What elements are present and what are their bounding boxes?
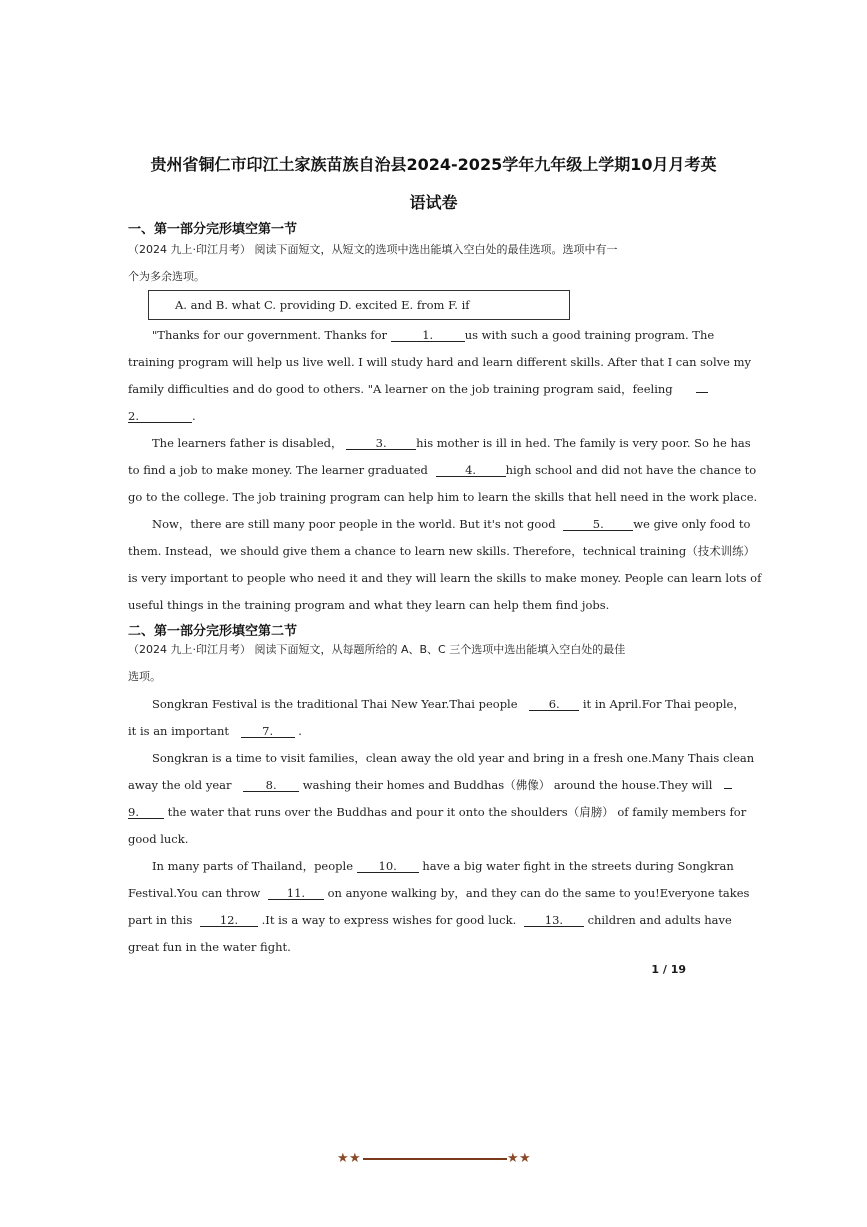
text: high school and did not have the chance to	[505, 463, 757, 477]
p3-line2: them. Instead，we should give them a chance to learn new skills. Therefore，technical training（技术训练）	[128, 544, 756, 558]
p3-line3: is very important to people who need it and they will learn the skills to make money. People can learn lots of	[128, 571, 762, 585]
p1-line1	[152, 328, 715, 342]
blank-3[interactable]: 3.	[346, 437, 416, 450]
footer-rule	[363, 1158, 507, 1160]
p2-line2	[128, 463, 757, 477]
p5-line2	[128, 778, 713, 792]
p5-line3	[128, 805, 747, 819]
text: The learners father is disabled，	[152, 436, 343, 450]
text: we give only food to	[633, 517, 751, 531]
options-box	[148, 290, 570, 320]
blank-6[interactable]: 6.	[529, 698, 579, 711]
part1-heading: 一、第一部分完形填空第一节	[128, 222, 298, 237]
blank-1[interactable]: 1.	[391, 329, 465, 342]
blank-7[interactable]: 7.	[241, 725, 295, 738]
text: to find a job to make money. The learner graduated	[128, 463, 428, 477]
text: on anyone walking by，and they can do the same to you!Everyone takes	[327, 886, 750, 900]
page-number: 1 / 19	[651, 963, 686, 976]
blank-12[interactable]: 12.	[200, 914, 258, 927]
text: it in April.For Thai people，	[582, 697, 745, 711]
text: his mother is ill in hed. The family is very poor. So he has	[416, 436, 751, 450]
text: In many parts of Thailand，people	[152, 859, 354, 873]
part2-heading: 二、第一部分完形填空第二节	[128, 624, 298, 639]
p3-line1	[152, 517, 751, 531]
blank-13[interactable]: 13.	[524, 914, 584, 927]
text: the water that runs over the Buddhas and pour it onto the shoulders（肩膀） of family members for	[167, 805, 747, 819]
part1-instruction: （2024 九上·印江月考） 阅读下面短文，从短文的选项中选出能填入空白处的最佳选项。选项中有一	[128, 243, 618, 256]
blank-11[interactable]: 11.	[268, 887, 324, 900]
text: us with such a good training program. The	[464, 328, 715, 342]
text: Songkran Festival is the traditional Thai New Year.Thai people	[152, 697, 518, 711]
blank-10[interactable]: 10.	[357, 860, 419, 873]
text: children and adults have	[587, 913, 732, 927]
text: family difficulties and do good to others. "A learner on the job training program said，feeling	[128, 382, 673, 396]
p1-line3	[128, 382, 686, 396]
p6-line1	[152, 859, 734, 873]
text: "Thanks for our government. Thanks for	[152, 328, 388, 342]
star-icon: ★	[349, 1151, 361, 1166]
p4-line2	[128, 724, 686, 738]
p3-line4: useful things in the training program and what they learn can help them find jobs.	[128, 598, 610, 612]
p2-line1	[152, 436, 751, 450]
text: Now，there are still many poor people in the world. But it's not good	[152, 517, 556, 531]
text: part in this	[128, 913, 193, 927]
star-icon: ★	[519, 1151, 531, 1166]
part1-instruction-cont: 个为多余选项。	[128, 270, 205, 283]
p6-line2	[128, 886, 750, 900]
doc-title-line1: 贵州省铜仁市印江土家族苗族自治县2024-2025学年九年级上学期10月月考英	[150, 155, 717, 174]
blank-9[interactable]: 9.	[128, 806, 164, 819]
p2-line3: go to the college. The job training program can help him to learn the skills that hell need in the work place.	[128, 490, 758, 504]
p6-line3	[128, 913, 732, 927]
blank-2[interactable]: 2.	[128, 410, 192, 423]
p1-line4	[128, 409, 686, 423]
blank-2-lead	[696, 392, 708, 393]
star-icon: ★	[337, 1151, 349, 1166]
blank-4[interactable]: 4.	[436, 464, 506, 477]
p4-line1	[152, 697, 745, 711]
p6-line4: great fun in the water fight.	[128, 940, 291, 954]
blank-8[interactable]: 8.	[243, 779, 299, 792]
doc-title-line2: 语试卷	[409, 193, 458, 212]
star-icon: ★	[507, 1151, 519, 1166]
p5-line4: good luck.	[128, 832, 189, 846]
text: washing their homes and Buddhas（佛像） around the house.They will	[302, 778, 713, 792]
blank-5[interactable]: 5.	[563, 518, 633, 531]
text: .It is a way to express wishes for good luck.	[261, 913, 517, 927]
part2-instruction: （2024 九上·印江月考） 阅读下面短文，从每题所给的 A、B、C 三个选项中选出能填入空白处的最佳	[128, 643, 626, 656]
text: away the old year	[128, 778, 232, 792]
footer-ornament	[337, 1150, 533, 1168]
text: it is an important	[128, 724, 229, 738]
p5-line1: Songkran is a time to visit families，clean away the old year and bring in a fresh one.Many Thais clean	[152, 751, 755, 765]
text: have a big water fight in the streets during Songkran	[422, 859, 734, 873]
text: .	[298, 724, 302, 738]
text: .	[192, 409, 196, 423]
text: Festival.You can throw	[128, 886, 261, 900]
part2-instruction-cont: 选项。	[128, 670, 161, 683]
p1-line2: training program will help us live well. I will study hard and learn different skills. After that I can solve my	[128, 355, 752, 369]
blank-9-lead	[724, 788, 732, 789]
options-text: A. and B. what C. providing D. excited E. from F. if	[175, 298, 470, 312]
